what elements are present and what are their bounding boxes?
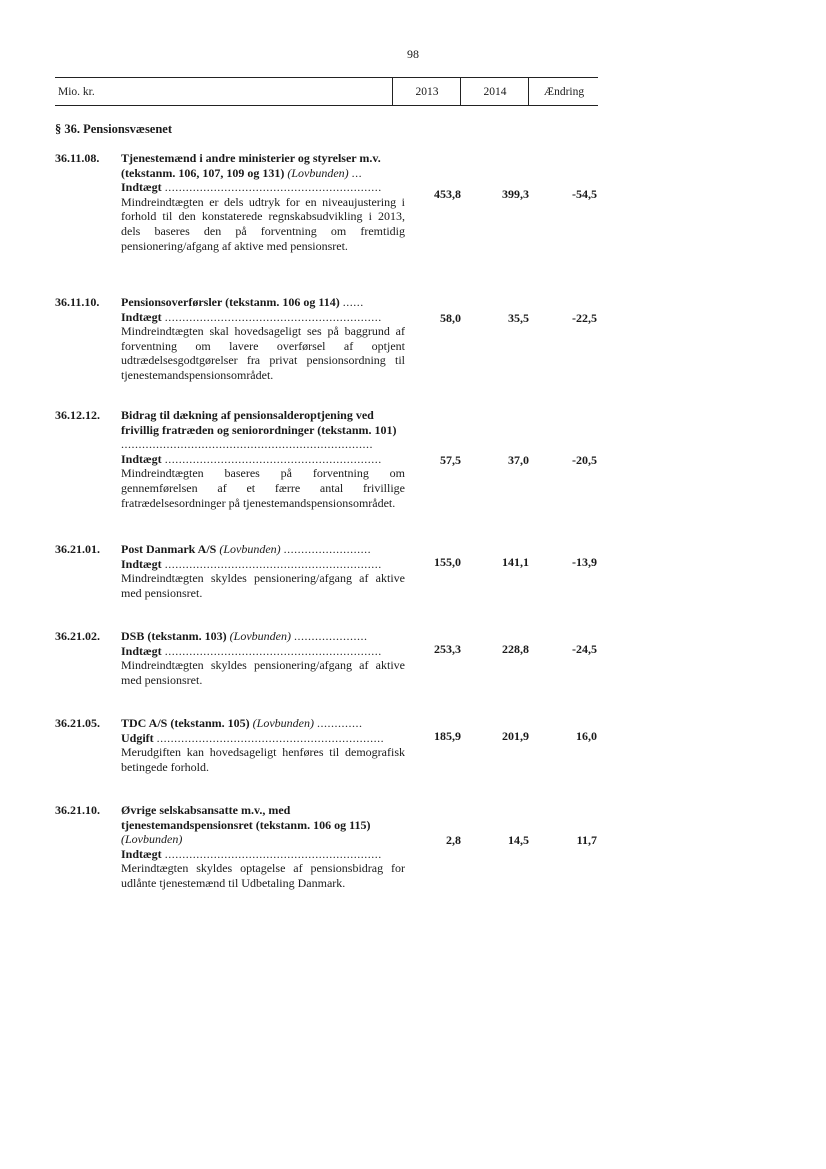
budget-entry (55, 629, 600, 687)
entry-code: 36.21.02. (55, 629, 100, 643)
value-2013: 58,0 (440, 311, 461, 325)
budget-entry (55, 295, 600, 383)
value-2013: 2,8 (446, 833, 461, 847)
entry-description: Merudgiften kan hovedsageligt henføres til demografisk betingede forhold. (121, 745, 405, 774)
entry-title: DSB (tekstanm. 103) (Lovbunden) ..................... (121, 629, 368, 643)
unit-header: Mio. kr. (58, 86, 95, 98)
column-header-2014: 2014 (460, 78, 529, 105)
value-2014: 35,5 (508, 311, 529, 325)
value-change: -13,9 (572, 555, 597, 569)
entry-code: 36.11.08. (55, 151, 100, 165)
budget-entry (55, 716, 600, 774)
budget-entry (55, 408, 600, 510)
entry-code: 36.21.01. (55, 542, 100, 556)
value-change: 16,0 (576, 729, 597, 743)
entry-title: Pensionsoverførsler (tekstanm. 106 og 114) ...... (121, 295, 364, 309)
entry-description: Mindreindtægten skyldes pensionering/afgang af aktive med pensionsret. (121, 658, 405, 687)
budget-entry (55, 151, 600, 253)
value-change: -22,5 (572, 311, 597, 325)
entry-label: Indtægt .............................................................. (121, 846, 382, 861)
entry-description: Mindreindtægten skal hovedsageligt ses på baggrund af forventning om lavere overførsel af optjent udtrædelsesgodtgørelser fra privat pensionsordning til tjenestemandspensionsområdet. (121, 324, 405, 382)
value-2014: 14,5 (508, 833, 529, 847)
table-header (55, 77, 598, 106)
budget-entry (55, 542, 600, 600)
entry-code: 36.12.12. (55, 408, 100, 422)
section-title: § 36. Pensionsvæsenet (55, 122, 173, 136)
value-2014: 201,9 (502, 729, 529, 743)
value-change: 11,7 (576, 833, 597, 847)
entry-label: Udgift ................................................................. (121, 730, 385, 745)
value-change: -20,5 (572, 453, 597, 467)
entry-label: Indtægt .............................................................. (121, 451, 382, 466)
entry-label: Indtægt .............................................................. (121, 180, 382, 195)
value-2014: 228,8 (502, 642, 529, 656)
value-2013: 57,5 (440, 453, 461, 467)
entry-title: TDC A/S (tekstanm. 105) (Lovbunden) ............. (121, 716, 363, 730)
entry-code: 36.11.10. (55, 295, 100, 309)
entry-title: Bidrag til dækning af pensionsalderoptjening ved frivillig fratræden og seniorordninger (tekstanm. 101) ........................................................................ (121, 408, 397, 452)
entry-description: Mindreindtægten er dels udtryk for en niveaujustering i forhold til den konstaterede regnskabsudvikling i 2013, dels baseres den på forventning om fremtidig pensionering/afgang af aktive med pensionsret. (121, 194, 405, 253)
value-2013: 453,8 (434, 187, 461, 201)
entry-description: Mindreindtægten skyldes pensionering/afgang af aktive med pensionsret. (121, 571, 405, 600)
entry-label: Indtægt .............................................................. (121, 556, 382, 571)
entry-title: Tjenestemænd i andre ministerier og styrelser m.v. (tekstanm. 106, 107, 109 og 131) (Lovbunden) ... (121, 151, 381, 180)
entry-description: Merindtægten skyldes optagelse af pensionsbidrag for udlånte tjenestemænd til Udbetaling Danmark. (121, 861, 405, 890)
entry-title: Post Danmark A/S (Lovbunden) ......................... (121, 542, 372, 556)
entry-label: Indtægt .............................................................. (121, 309, 382, 324)
entry-code: 36.21.05. (55, 716, 100, 730)
entry-title: Øvrige selskabsansatte m.v., med tjenestemandspensionsret (tekstanm. 106 og 115) (Lovbunden) (121, 803, 371, 847)
value-2013: 253,3 (434, 642, 461, 656)
value-2014: 141,1 (502, 555, 529, 569)
budget-entry (55, 803, 600, 891)
entry-description: Mindreindtægten baseres på forventning om gennemførelsen af et færre antal frivillige fratrædelsesordninger på tjenestemandspensionsområdet. (121, 466, 405, 510)
entry-code: 36.21.10. (55, 803, 100, 817)
column-header-2013: 2013 (392, 78, 461, 105)
value-2013: 155,0 (434, 555, 461, 569)
value-2014: 399,3 (502, 187, 529, 201)
entry-label: Indtægt .............................................................. (121, 643, 382, 658)
value-change: -54,5 (572, 187, 597, 201)
value-2014: 37,0 (508, 453, 529, 467)
page-number: 98 (407, 47, 419, 61)
value-2013: 185,9 (434, 729, 461, 743)
column-header-change: Ændring (528, 78, 599, 105)
value-change: -24,5 (572, 642, 597, 656)
